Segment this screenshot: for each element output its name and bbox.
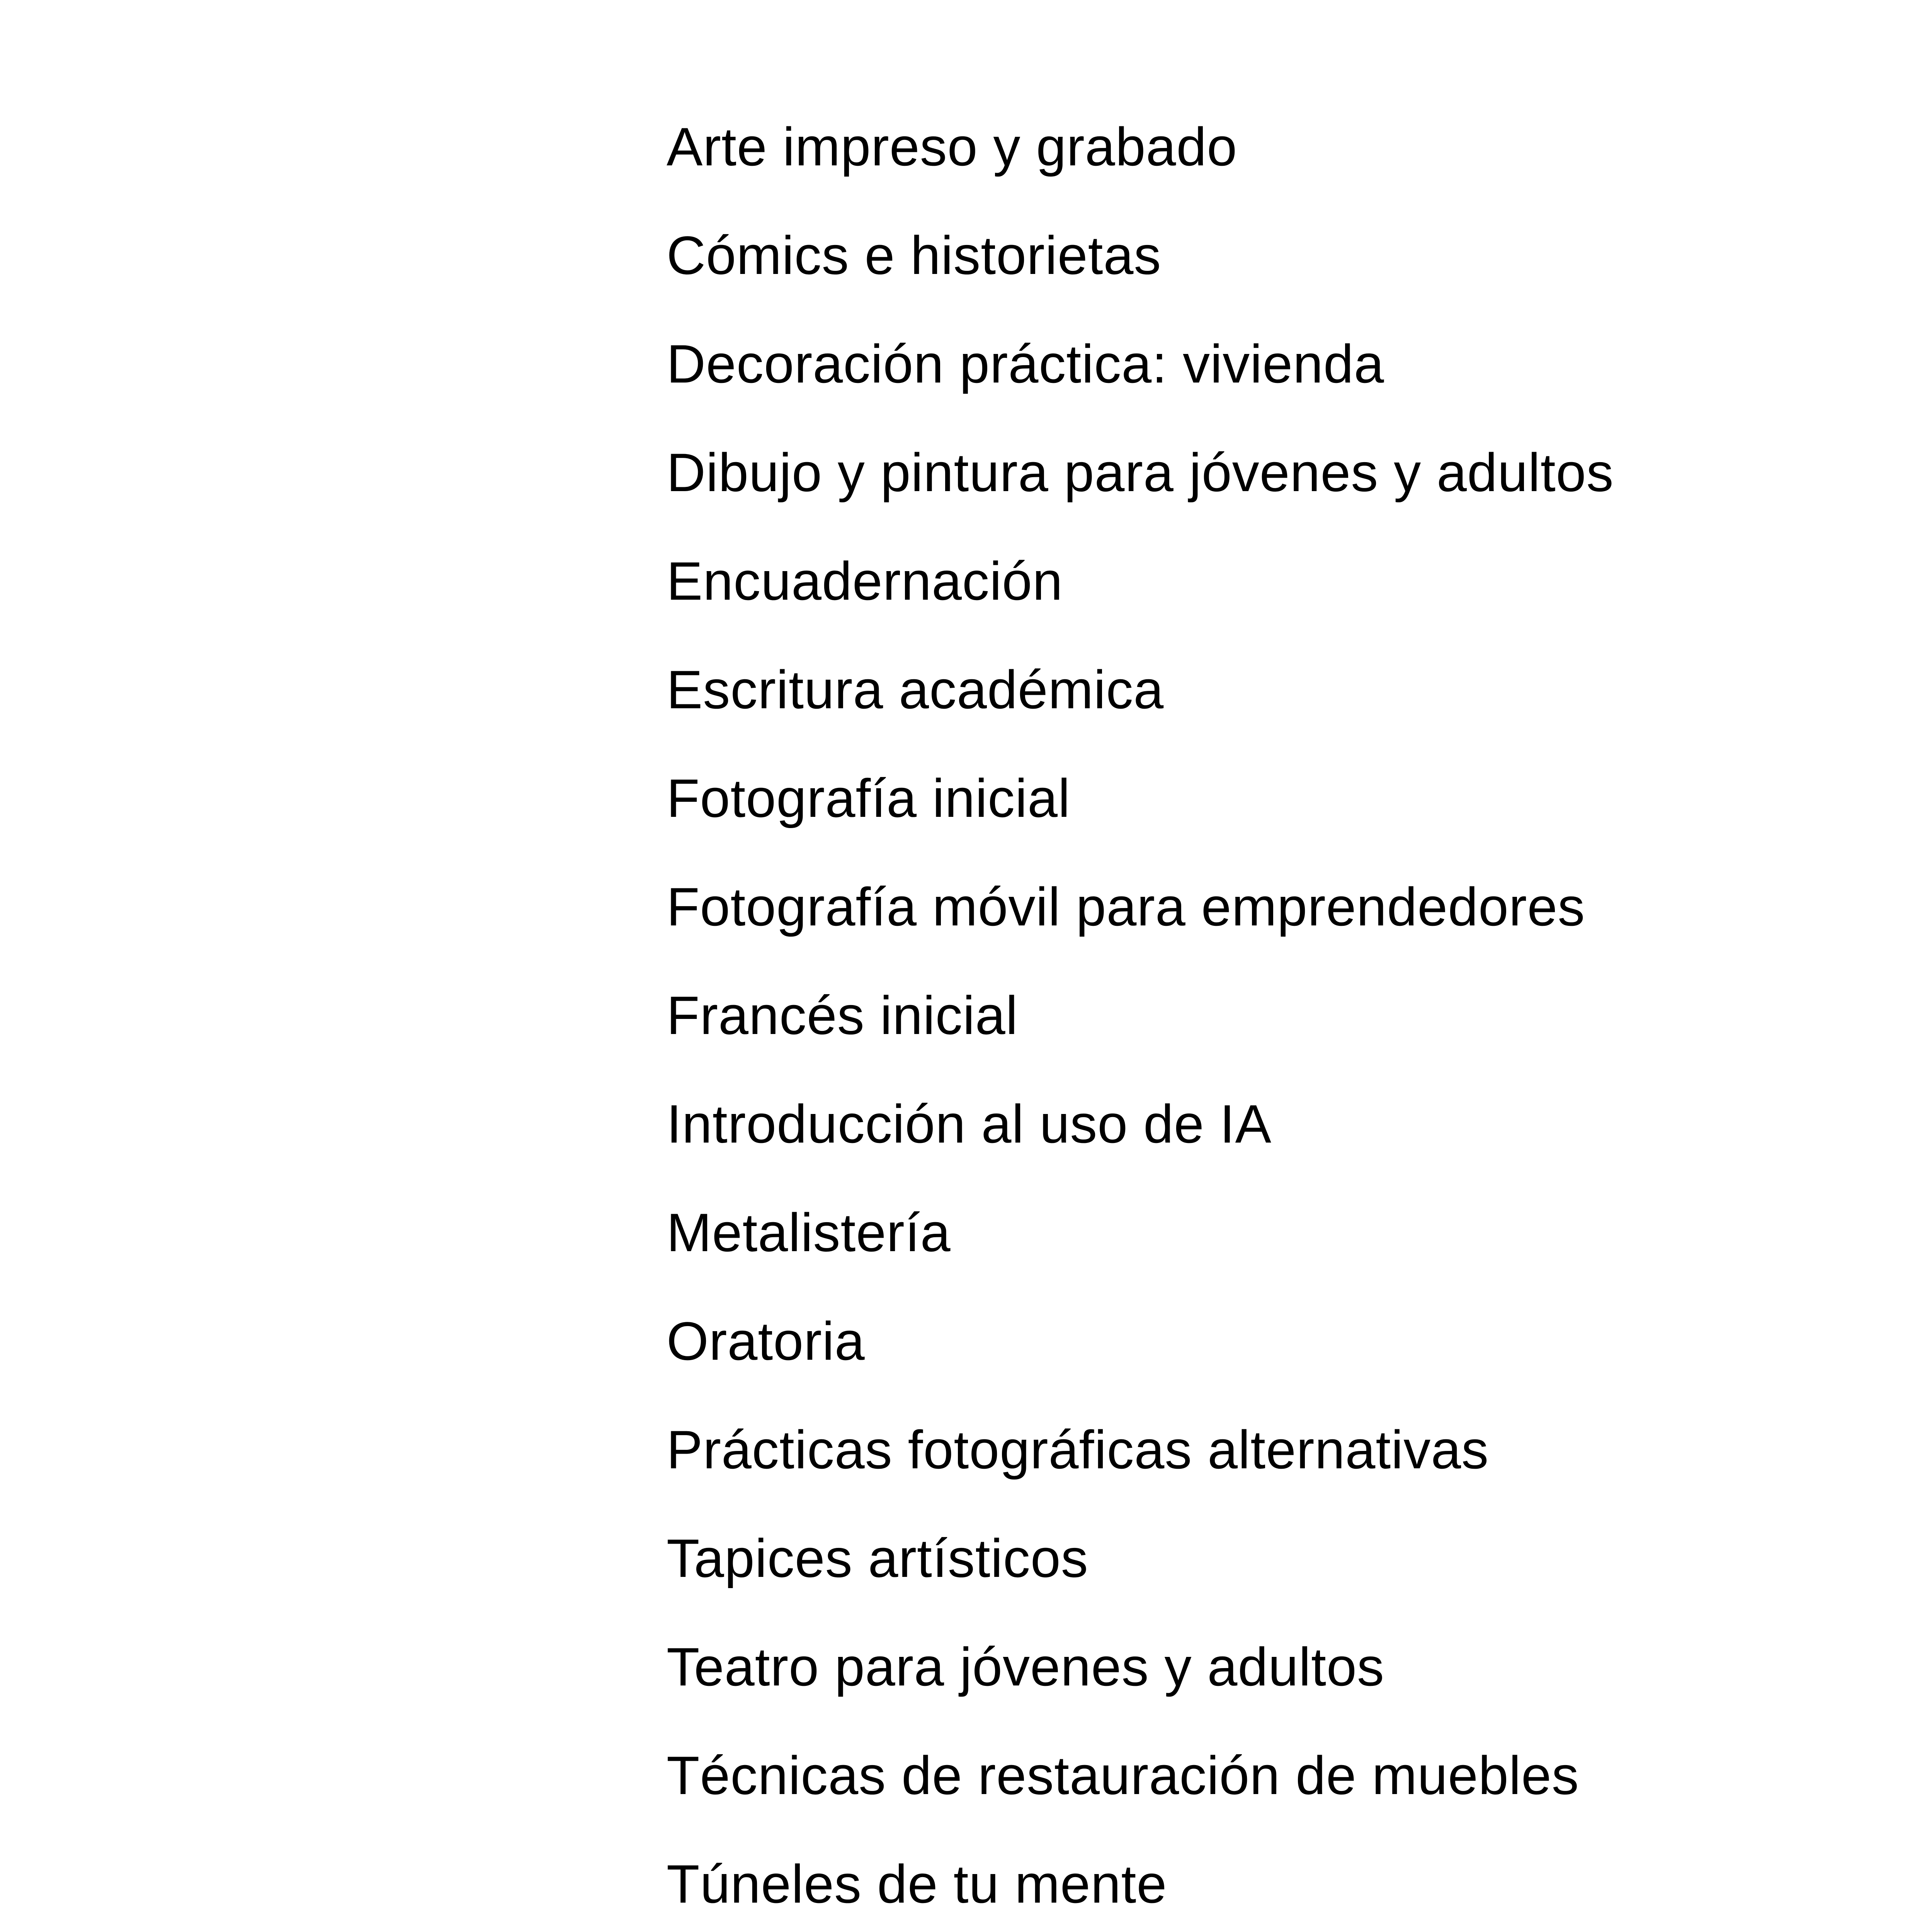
course-item: Teatro para jóvenes y adultos xyxy=(667,1636,1384,1697)
course-item: Metalistería xyxy=(667,1202,951,1263)
course-item: Fotografía inicial xyxy=(667,768,1071,828)
course-item: Escritura académica xyxy=(667,659,1164,720)
course-item: Arte impreso y grabado xyxy=(667,116,1238,177)
course-item: Oratoria xyxy=(667,1311,865,1371)
course-item: Fotografía móvil para emprendedores xyxy=(667,876,1585,937)
course-item: Francés inicial xyxy=(667,985,1018,1046)
course-item: Prácticas fotográficas alternativas xyxy=(667,1419,1489,1480)
course-item: Decoración práctica: vivienda xyxy=(667,333,1384,394)
course-item: Cómics e historietas xyxy=(667,225,1162,286)
course-item: Introducción al uso de IA xyxy=(667,1094,1272,1154)
course-list xyxy=(667,112,1614,1932)
course-item: Túneles de tu mente xyxy=(667,1854,1167,1914)
course-item: Dibujo y pintura para jóvenes y adultos xyxy=(667,442,1614,503)
course-item: Técnicas de restauración de muebles xyxy=(667,1745,1579,1806)
course-item: Encuadernación xyxy=(667,551,1063,611)
course-item: Tapices artísticos xyxy=(667,1528,1088,1588)
